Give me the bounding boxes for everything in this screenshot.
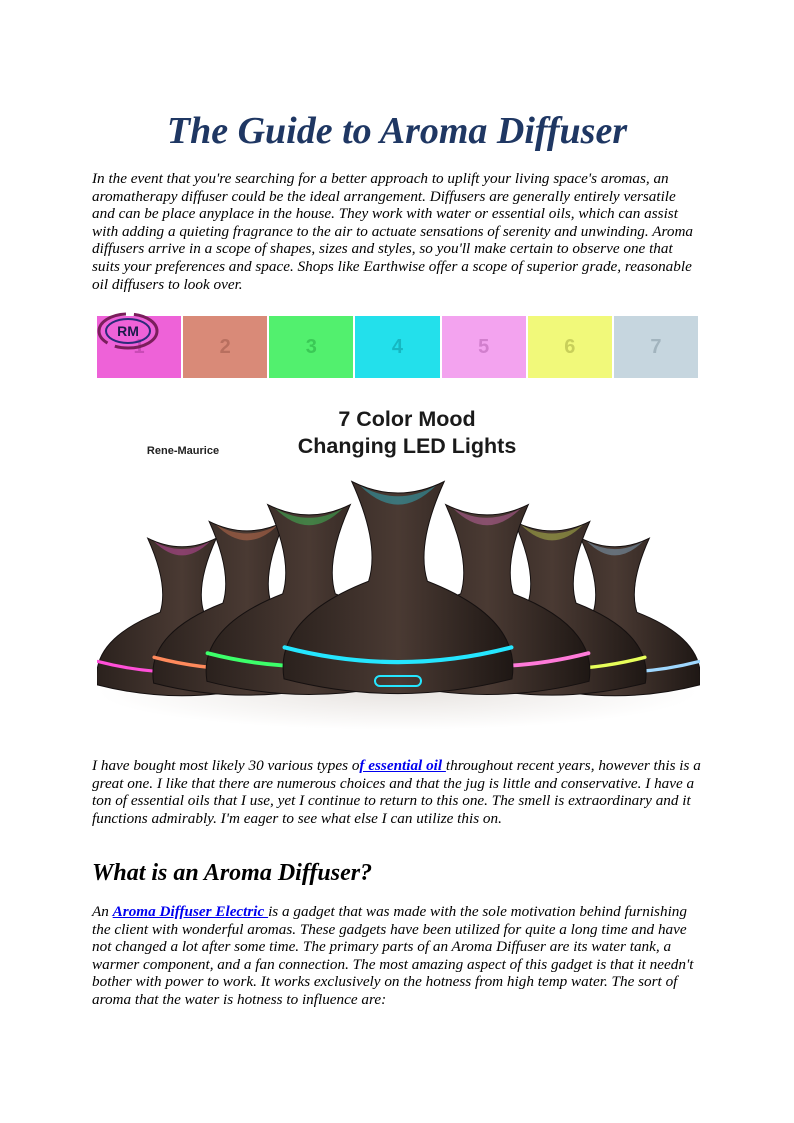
para3-text-before: An <box>92 903 113 920</box>
color-swatch-1: 1 <box>97 316 183 378</box>
image-banner <box>247 406 567 460</box>
third-paragraph <box>92 903 702 1009</box>
section-heading: What is an Aroma Diffuser? <box>92 860 373 886</box>
product-image <box>97 312 700 734</box>
para3-text-after: is a gadget that was made with the sole motivation behind furnishing the client with wonderful aromas. These gadgets have been utilized for quite a long time and have not changed a lot after some time. The primary parts of an Aroma Diffuser are its water tank, a warmer component, and a fan connection. The most amazing aspect of this gadget is that it needn't bother with power to work. It works exclusively on the hotness from high temp water. The sort of aroma that the water is hotness to influence are: <box>92 903 694 1008</box>
para2-text-after: throughout recent years, however this is a great one. I like that there are numerous choices and that the jug is little and conservative. I have a ton of essential oils that I use, yet I continue to return to this one. The smell is extraordinary and it functions admirably. I'm eager to see what else I can utilize this on. <box>92 757 701 827</box>
intro-paragraph: In the event that you're searching for a better approach to uplift your living space's aromas, an aromatherapy diffuser could be the ideal arrangement. Diffusers are generally entirely versatile and can be place anyplace in the house. They work with water or essential oils, which can assist with adding a quieting fragrance to the air to actuate sensations of serenity and unwinding. Aroma diffusers arrive in a scope of shapes, sizes and styles, so you'll make certain to observe one that suits your preferences and space. Shops like Earthwise offer a scope of superior grade, reasonable oil diffusers to look over. <box>92 170 694 293</box>
color-swatch-2: 2 <box>183 316 269 378</box>
banner-line-2: Changing LED Lights <box>297 434 517 458</box>
logo-mark: RM <box>117 323 139 339</box>
color-swatch-6: 6 <box>528 316 614 378</box>
color-swatch-3: 3 <box>269 316 355 378</box>
banner-line-1: 7 Color Mood <box>338 407 476 431</box>
para2-text-before: I have bought most likely 30 various types o <box>92 757 360 774</box>
essential-oil-link[interactable]: f essential oil <box>359 757 446 774</box>
aroma-diffuser-electric-link[interactable]: Aroma Diffuser Electric <box>112 903 269 920</box>
color-swatch-7: 7 <box>614 316 700 378</box>
diffuser-illustration <box>97 312 700 734</box>
color-swatch-5: 5 <box>442 316 528 378</box>
rm-logo-icon <box>97 312 159 350</box>
color-swatch-4: 4 <box>355 316 441 378</box>
logo-name: Rene-Maurice <box>146 445 220 457</box>
second-paragraph <box>92 757 702 827</box>
page-title: The Guide to Aroma Diffuser <box>166 110 628 152</box>
